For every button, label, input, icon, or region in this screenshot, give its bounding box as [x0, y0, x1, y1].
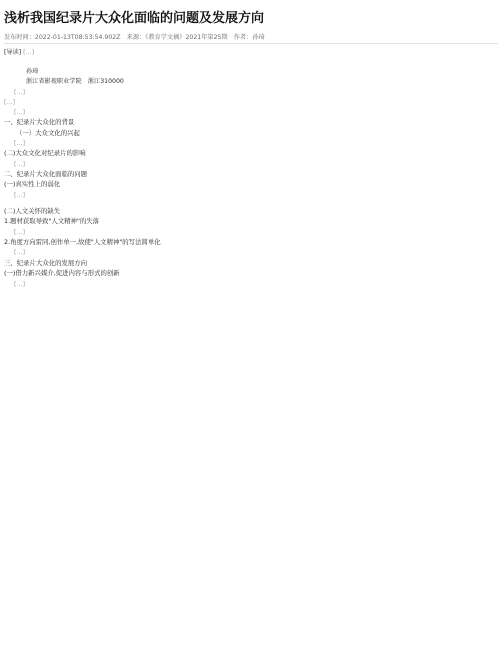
- body-paragraph: […]: [14, 249, 26, 257]
- body-paragraph: […]: [14, 228, 26, 236]
- body-paragraph: […]: [4, 98, 16, 106]
- abstract: [4, 48, 498, 57]
- subsection-heading: 1.题材获取导致"人文精神"的失落: [4, 217, 100, 226]
- body-paragraph: […]: [14, 139, 26, 147]
- subsection-heading: (一)借力新兴媒介,促进内容与形式的创新: [4, 269, 120, 278]
- subsection-heading: 2.角度方向雷同,创作单一,故使"人文精神"的写法简单化: [4, 238, 161, 246]
- page-title: 浅析我国纪录片大众化面临的问题及发展方向: [4, 11, 265, 26]
- publish-meta: 发布时间：2022-01-13T08:53:54.902Z 来源：《教育学文摘》2021年第25期 作者：孙琦: [4, 32, 498, 44]
- body-paragraph: […]: [14, 191, 26, 199]
- abstract-label: [导读]: [4, 49, 22, 56]
- subsection-heading: (二)大众文化对纪录片的影响: [4, 149, 86, 158]
- abstract-text: […]: [23, 49, 35, 56]
- section-heading: 三、纪录片大众化的发展方向: [4, 258, 88, 267]
- section-heading: 二、纪录片大众化面临的问题: [4, 169, 88, 178]
- section-heading: 一、纪录片大众化的背景: [4, 118, 75, 127]
- keywords: […]: [14, 108, 26, 116]
- summary-paragraph: […]: [14, 88, 26, 96]
- subsection-heading: （一）大众文化的兴起: [16, 128, 80, 137]
- subsection-heading: (二)人文关怀的缺失: [4, 206, 61, 215]
- author-name: 孙琦: [26, 68, 39, 76]
- body-paragraph: […]: [14, 160, 26, 168]
- subsection-heading: (一)真实性上的弱化: [4, 180, 61, 189]
- body-paragraph: […]: [14, 280, 26, 288]
- author-affiliation: 浙江省影视职业学院 浙江310000: [26, 78, 124, 86]
